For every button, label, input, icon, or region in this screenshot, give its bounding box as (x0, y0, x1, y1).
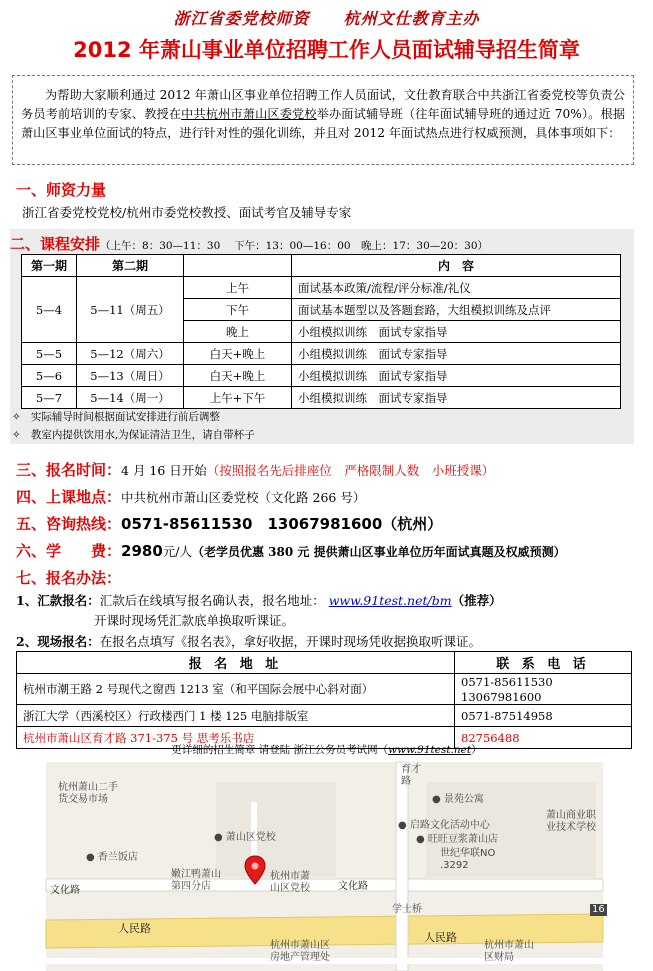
address-cell: 浙江大学（西溪校区）行政楼西门 1 楼 125 电脑排版室 (17, 705, 455, 727)
registration-link[interactable]: www.91test.net/bm (328, 593, 452, 608)
note-text: 教室内提供饮用水,为保证清洁卫生，请自带杯子 (30, 429, 255, 441)
address-cell: 杭州市萧山区育才路 371-375 号 思考乐书店 (17, 727, 455, 749)
period-1-cell: 5—7 (22, 387, 77, 409)
section-hotline (16, 513, 442, 534)
method-1-line2: 开课时现场凭汇款底单换取听课证。 (94, 613, 295, 628)
address-cell: 杭州市潮王路 2 号现代之窗西 1213 室（和平国际会展中心斜对面） (17, 674, 455, 705)
period-1-cell: 5—5 (22, 343, 77, 365)
poi-icon: ● (214, 832, 223, 843)
section-schedule-heading: 二、课程安排 (10, 235, 101, 253)
slot-cell: 白天+晚上 (184, 343, 292, 365)
footer-end: ） (471, 744, 482, 756)
fee-unit: 元/人 (162, 544, 192, 559)
period-1-cell: 5—4 (22, 277, 77, 343)
map-poi (432, 794, 484, 806)
schedule-note-2 (12, 427, 255, 442)
period-2-cell: 5—11（周五） (77, 277, 184, 343)
phone-cell: 82756488 (455, 727, 632, 749)
map-label: 杭州市萧山 区财局 (484, 940, 534, 963)
period-2-cell: 5—12（周六） (77, 343, 184, 365)
table-row (22, 343, 621, 365)
map-poi (416, 834, 498, 846)
fee-note: （老学员优惠 380 元 提供萧山区事业单位历年面试真题及权威预测） (191, 545, 566, 559)
address-header-row (17, 652, 632, 674)
section-location (16, 486, 365, 507)
intro-text-1: 为帮助大家顺利通过 2012 年萧山区事业单位招聘工作人员面试，文仕教育联合中共浙江省委党校等负责公务员考前培训的专家、教授在 (21, 88, 625, 121)
registration-note: （按照报名先后排座位 严格限制人数 小班授课） (206, 463, 495, 478)
map-poi (86, 852, 138, 864)
poi-name: 启路文化活动中心 (409, 820, 490, 831)
schedule-header-row (22, 255, 621, 277)
location-text: 中共杭州市萧山区委党校（文化路 266 号） (121, 490, 366, 505)
slot-cell: 白天+晚上 (184, 365, 292, 387)
map-poi (214, 832, 276, 844)
location-pin-icon[interactable] (244, 855, 266, 885)
content-cell: 面试基本题型以及答题套路，大组模拟训练及点评 (292, 299, 621, 321)
method-text: 汇款后在线填写报名确认表，报名地址： (99, 593, 325, 608)
road-label: 文化路 (338, 881, 368, 892)
schedule-heading-row (10, 233, 488, 254)
map-label: 杭州市萧山区 房地产管理处 (270, 940, 330, 963)
poi-icon: ● (432, 794, 441, 805)
col-content: 内 容 (292, 255, 621, 277)
slot-cell: 上午+下午 (184, 387, 292, 409)
map-label: 萧山商业职 业技术学校 (546, 810, 596, 833)
fee-price: 2980 (121, 542, 163, 560)
intro-text-2: 举办面试辅导班（往年面试辅导班的通过近 70%）。根据萧山区事业单位面试的特点，进行针对性的强化训练，并且对 2012 年面试热点进行权威预测，具体事项如下： (21, 107, 626, 140)
poi-icon: ● (416, 834, 425, 845)
content-cell: 面试基本政策/流程/评分标准/礼仪 (292, 277, 621, 299)
table-row (17, 674, 632, 705)
table-row (22, 365, 621, 387)
map-poi (398, 820, 490, 832)
road-label: 人民路 (118, 922, 151, 935)
section-heading: 五、咨询热线： (16, 515, 122, 533)
col-period-1: 第一期 (22, 255, 77, 277)
section-fee (16, 540, 566, 561)
poi-name: 香兰饭店 (97, 852, 138, 863)
poi-icon: ● (398, 820, 407, 831)
schedule-times: （上午：8：30—11：30 下午：13：00—16：00 晚上：17：30—20：30） (100, 240, 489, 252)
registration-date: 4 月 16 日开始 (121, 463, 207, 478)
organizers-line: 浙江省委党校师资 杭州文仕教育主办 (173, 9, 480, 28)
footer-text: 更详细的招生简章 请登陆 浙江公务员考试网（ (171, 744, 389, 756)
map-label: 世纪华联NO .3292 (440, 848, 496, 871)
website-link[interactable]: www.91test.net (388, 744, 472, 756)
period-1-cell: 5—6 (22, 365, 77, 387)
phone-cell: 0571-85611530 13067981600 (455, 674, 632, 705)
map-label: 育才 路 (401, 764, 421, 787)
poi-name: 旺旺豆浆萧山店 (427, 834, 498, 845)
table-row (22, 277, 621, 299)
col-phone: 联 系 电 话 (455, 652, 632, 674)
map-label: 杭州市萧 山区党校 (270, 871, 310, 894)
section-method-heading: 七、报名办法： (16, 569, 122, 587)
col-period-2: 第二期 (77, 255, 184, 277)
table-row (22, 387, 621, 409)
map-label: 学士桥 (392, 904, 422, 915)
road-number-badge: 16 (592, 904, 605, 915)
content-cell: 小组模拟训练 面试专家指导 (292, 365, 621, 387)
map-label: 杭州萧山二手 货交易市场 (58, 782, 118, 805)
section-heading: 六、学 费： (16, 542, 122, 560)
location-map[interactable] (46, 762, 603, 971)
period-2-cell: 5—14（周一） (77, 387, 184, 409)
schedule-table (21, 254, 621, 409)
intro-box (12, 75, 634, 165)
method-1 (16, 591, 502, 609)
phone-cell: 0571-87514958 (455, 705, 632, 727)
method-label: 2、现场报名： (16, 634, 100, 649)
address-table (16, 651, 632, 749)
slot-cell: 晚上 (184, 321, 292, 343)
road-label: 文化路 (50, 885, 80, 896)
road-label: 人民路 (424, 931, 457, 944)
table-row (17, 705, 632, 727)
schedule-note-1 (12, 409, 220, 424)
map-label: 嫩江鸭萧山 第四分店 (171, 869, 221, 892)
note-text: 实际辅导时间根据面试安排进行前后调整 (30, 411, 220, 423)
diamond-bullet-icon: ✧ (12, 429, 21, 441)
recommend-tag: （推荐） (451, 593, 502, 608)
content-cell: 小组模拟训练 面试专家指导 (292, 321, 621, 343)
footer-note (0, 742, 653, 757)
section-heading: 三、报名时间： (16, 461, 122, 479)
slot-cell: 下午 (184, 299, 292, 321)
period-2-cell: 5—13（周日） (77, 365, 184, 387)
method-text: 在报名点填写《报名表》，拿好收据，开课时现场凭收据换取听课证。 (99, 634, 481, 649)
section-teachers-heading: 一、师资力量 (16, 181, 107, 199)
col-slot (184, 255, 292, 277)
diamond-bullet-icon: ✧ (12, 411, 21, 423)
page-title: 2012 年萧山事业单位招聘工作人员面试辅导招生简章 (73, 38, 580, 62)
slot-cell: 上午 (184, 277, 292, 299)
method-label: 1、汇款报名： (16, 593, 100, 608)
content-cell: 小组模拟训练 面试专家指导 (292, 343, 621, 365)
section-heading: 四、上课地点： (16, 488, 122, 506)
section-teachers-text: 浙江省委党校党校/杭州市委党校教授、面试考官及辅导专家 (22, 205, 352, 220)
content-cell: 小组模拟训练 面试专家指导 (292, 387, 621, 409)
poi-name: 萧山区党校 (225, 832, 276, 843)
method-2 (16, 632, 481, 650)
col-address: 报 名 地 址 (17, 652, 455, 674)
section-registration-time (16, 459, 494, 480)
hotline-text: 0571-85611530 13067981600（杭州） (121, 515, 443, 533)
poi-icon: ● (86, 852, 95, 863)
intro-underlined-venue: 中共杭州市萧山区委党校 (181, 107, 317, 121)
poi-name: 景苑公寓 (443, 794, 484, 805)
